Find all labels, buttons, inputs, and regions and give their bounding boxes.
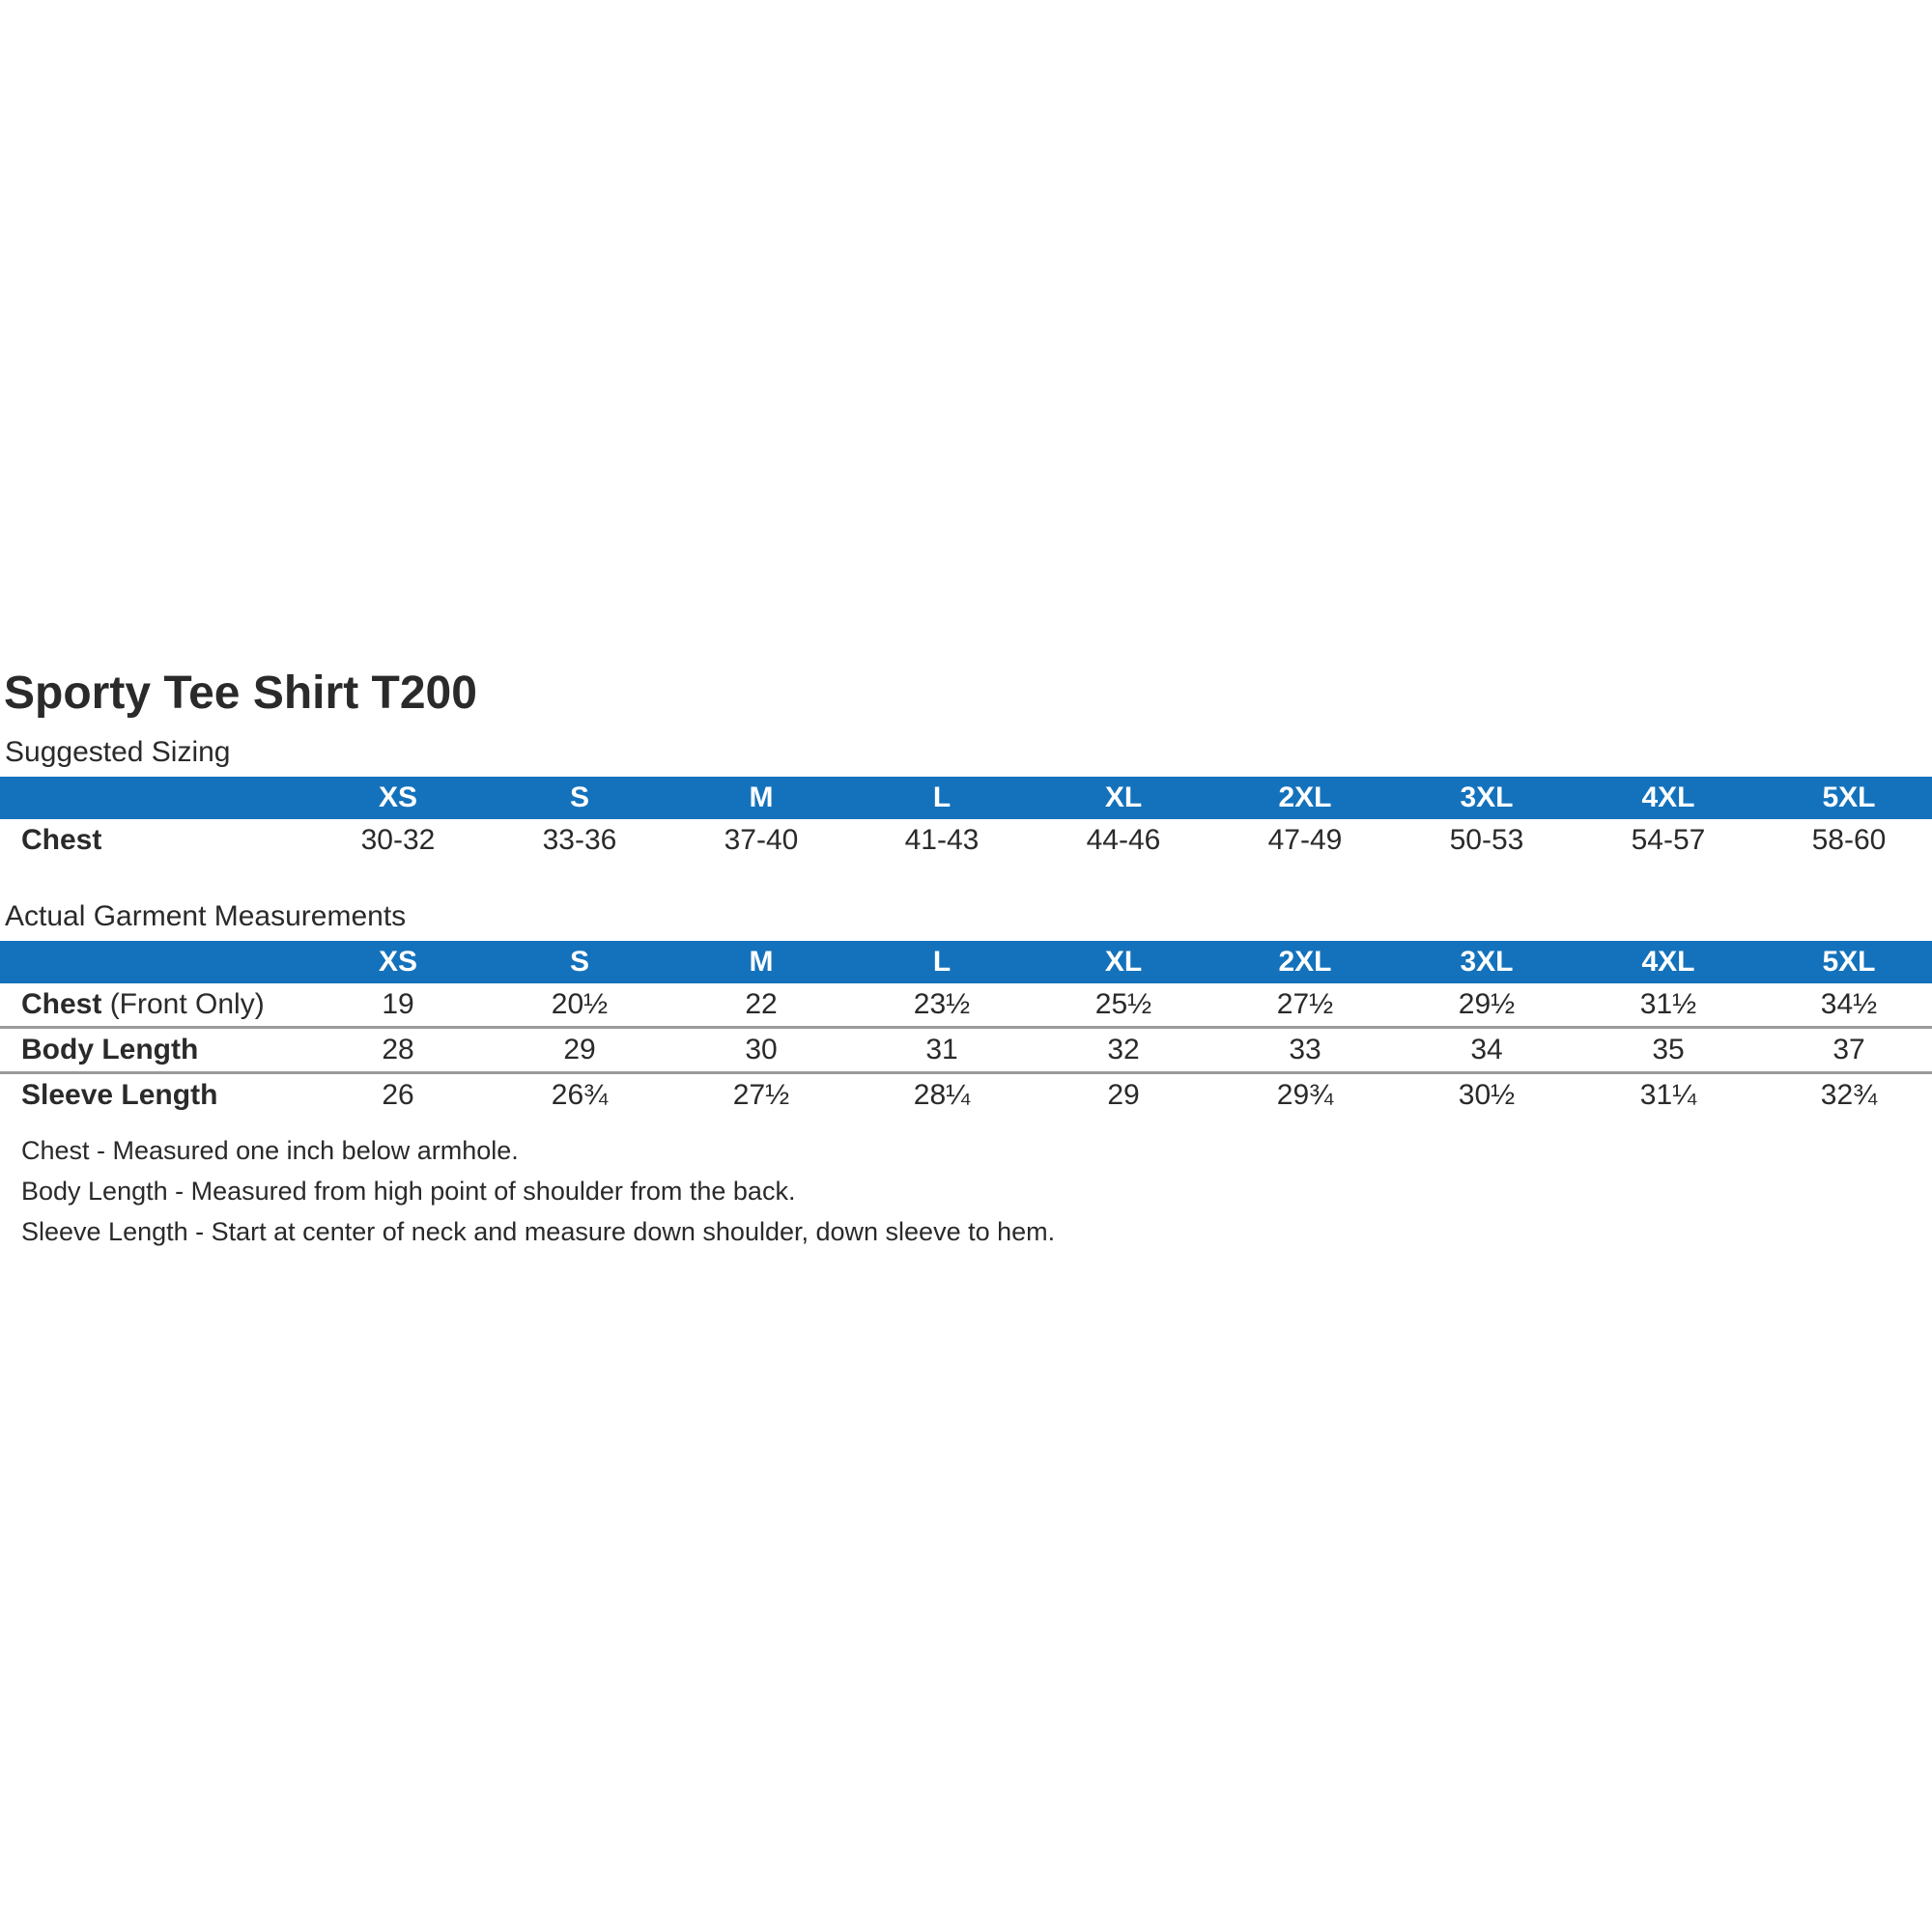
- size-header: M: [749, 781, 774, 813]
- note-chest: Chest - Measured one inch below armhole.: [21, 1136, 519, 1165]
- table-cell: 20½: [551, 988, 609, 1020]
- size-header: 3XL: [1460, 781, 1514, 813]
- row-label-strong: Chest: [21, 988, 102, 1020]
- size-header: XL: [1104, 946, 1143, 978]
- table-cell: 29: [563, 1034, 596, 1065]
- table-cell: 37-40: [724, 824, 799, 856]
- size-header: 5XL: [1822, 946, 1876, 978]
- size-header: 4XL: [1641, 781, 1695, 813]
- table-cell: 28: [382, 1034, 414, 1065]
- table-cell: 47-49: [1267, 824, 1343, 856]
- table-cell: 26: [382, 1079, 414, 1111]
- page-title: Sporty Tee Shirt T200: [4, 668, 477, 719]
- table-cell: 25½: [1094, 988, 1152, 1020]
- table-row: [0, 1029, 1932, 1074]
- note-body-length: Body Length - Measured from high point of shoulder from the back.: [21, 1177, 796, 1206]
- table-cell: 30: [745, 1034, 778, 1065]
- table-cell: 31¼: [1639, 1079, 1697, 1111]
- table-cell: 34½: [1820, 988, 1878, 1020]
- table-cell: 29¾: [1276, 1079, 1334, 1111]
- table-cell: 50-53: [1449, 824, 1524, 856]
- table-cell: 44-46: [1086, 824, 1161, 856]
- table-cell: 58-60: [1811, 824, 1887, 856]
- row-label: [21, 1029, 198, 1071]
- size-header: L: [932, 946, 952, 978]
- table-header-row: [0, 941, 1932, 983]
- table-header-row: [0, 777, 1932, 819]
- size-header: S: [569, 781, 589, 813]
- table-cell: 32¾: [1820, 1079, 1878, 1111]
- table-cell: 32: [1107, 1034, 1140, 1065]
- size-header: L: [932, 781, 952, 813]
- row-label: [21, 819, 101, 862]
- table-cell: 29½: [1458, 988, 1516, 1020]
- row-label-rest: (Front Only): [101, 988, 265, 1020]
- size-header: XL: [1104, 781, 1143, 813]
- table-cell: 29: [1107, 1079, 1140, 1111]
- table-cell: 22: [745, 988, 778, 1020]
- table-cell: 35: [1652, 1034, 1685, 1065]
- actual-measurements-table: [0, 941, 1932, 1117]
- table-cell: 31: [925, 1034, 958, 1065]
- size-header: 3XL: [1460, 946, 1514, 978]
- size-header: 2XL: [1278, 781, 1332, 813]
- row-label-strong: Body Length: [21, 1034, 199, 1065]
- table-row: [0, 819, 1932, 862]
- row-label-strong: Chest: [21, 824, 102, 856]
- table-cell: 28¼: [913, 1079, 971, 1111]
- size-header: 2XL: [1278, 946, 1332, 978]
- suggested-sizing-label: Suggested Sizing: [5, 736, 231, 768]
- table-cell: 23½: [913, 988, 971, 1020]
- row-label-strong: Sleeve Length: [21, 1079, 218, 1111]
- table-cell: 54-57: [1631, 824, 1706, 856]
- table-cell: 19: [382, 988, 414, 1020]
- table-cell: 31½: [1639, 988, 1697, 1020]
- table-row: [0, 983, 1932, 1029]
- table-cell: 41-43: [904, 824, 980, 856]
- row-label: [21, 983, 265, 1026]
- size-header: XS: [378, 946, 418, 978]
- measurement-notes: [21, 1130, 1055, 1252]
- size-header: 5XL: [1822, 781, 1876, 813]
- table-cell: 33: [1289, 1034, 1321, 1065]
- suggested-sizing-table: [0, 777, 1932, 862]
- note-sleeve-length: Sleeve Length - Start at center of neck and measure down shoulder, down sleeve to hem.: [21, 1217, 1056, 1246]
- actual-measurements-label: Actual Garment Measurements: [5, 900, 407, 932]
- size-header: S: [569, 946, 589, 978]
- size-header: M: [749, 946, 774, 978]
- table-cell: 30½: [1458, 1079, 1516, 1111]
- table-cell: 37: [1833, 1034, 1865, 1065]
- size-header: XS: [378, 781, 418, 813]
- table-row: [0, 1074, 1932, 1117]
- table-cell: 27½: [732, 1079, 790, 1111]
- row-label: [21, 1074, 217, 1117]
- table-cell: 34: [1470, 1034, 1503, 1065]
- table-cell: 33-36: [542, 824, 617, 856]
- size-header: 4XL: [1641, 946, 1695, 978]
- table-cell: 26¾: [551, 1079, 609, 1111]
- table-cell: 27½: [1276, 988, 1334, 1020]
- table-cell: 30-32: [360, 824, 436, 856]
